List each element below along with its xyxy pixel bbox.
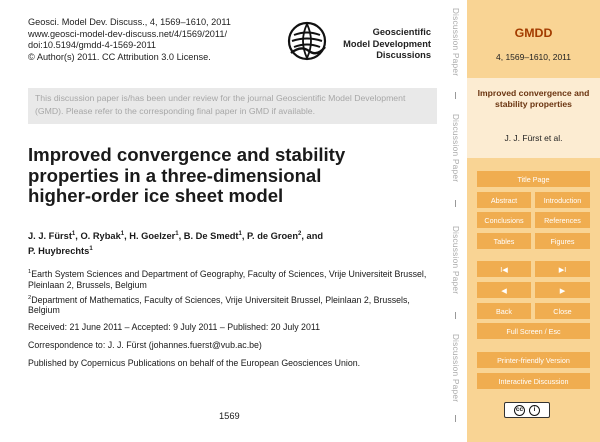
discussion-paper-label: Discussion Paper [451, 7, 461, 77]
journal-abbrev: GMDD [514, 26, 553, 40]
author-separator: , [124, 231, 130, 242]
separator [455, 92, 456, 99]
discussion-paper-strip [445, 0, 467, 442]
citation-block [28, 17, 231, 63]
paper-title [28, 145, 428, 207]
copyright: © Author(s) 2011. CC Attribution 3.0 License. [28, 51, 211, 62]
references-button[interactable]: References [535, 212, 590, 228]
author-affiliation-mark: 1 [175, 231, 179, 237]
separator [455, 200, 456, 207]
title-line: Improved convergence and stability [28, 144, 346, 165]
sidebar-header [467, 0, 600, 78]
introduction-button[interactable]: Introduction [535, 192, 590, 208]
affiliations [28, 267, 440, 318]
separator [455, 312, 456, 319]
attribution-icon: i [529, 405, 540, 416]
journal-name-line3: Discussions [376, 50, 431, 60]
affiliation-item [28, 293, 440, 317]
publication-dates: Received: 21 June 2011 – Accepted: 9 July 2011 – Published: 20 July 2011 [28, 322, 320, 332]
author-affiliation-mark: 1 [238, 231, 242, 237]
sidebar-paper-info [467, 78, 600, 158]
author-name: P. Huybrechts [28, 245, 90, 256]
volume-reference: 4, 1569–1610, 2011 [496, 52, 571, 62]
author-separator: , [241, 231, 248, 242]
affiliation-item [28, 267, 440, 291]
journal-logo-icon [287, 21, 327, 61]
discussion-paper-label: Discussion Paper [451, 113, 461, 183]
author-name: B. De Smedt [183, 231, 239, 242]
cc-license-badge[interactable] [504, 402, 550, 418]
journal-name-line1: Geoscientific [372, 27, 431, 37]
printer-friendly-button[interactable]: Printer-friendly Version [477, 352, 590, 368]
separator [455, 415, 456, 422]
author-name: H. Goelzer [129, 231, 176, 242]
review-notice: This discussion paper is/has been under review for the journal Geoscientific Model Development (GMD). Please refer to the corresponding final paper in GMD if available. [28, 88, 437, 124]
abstract-button[interactable]: Abstract [477, 192, 531, 208]
full-screen-button[interactable]: Full Screen / Esc [477, 323, 590, 339]
previous-page-button[interactable]: ◀ [477, 282, 531, 298]
conclusions-button[interactable]: Conclusions [477, 212, 531, 228]
author-name: O. Rybak [80, 231, 121, 242]
close-button[interactable]: Close [535, 303, 590, 319]
interactive-discussion-button[interactable]: Interactive Discussion [477, 373, 590, 389]
author-affiliation-mark: 2 [298, 231, 302, 237]
journal-url[interactable]: www.geosci-model-dev-discuss.net/4/1569/2011/ [28, 28, 227, 39]
discussion-paper-label: Discussion Paper [451, 333, 461, 403]
author-affiliation-mark: 1 [71, 231, 76, 237]
title-line: properties in a three-dimensional [28, 164, 322, 186]
correspondence: Correspondence to: J. J. Fürst (johannes.fuerst@vub.ac.be) [28, 340, 262, 350]
author-separator: , [75, 231, 81, 242]
author-affiliation-mark: 1 [120, 231, 125, 237]
author-separator: , and [301, 231, 324, 242]
discussion-paper-label: Discussion Paper [451, 225, 461, 295]
affiliation-number: 1 [28, 269, 32, 275]
title-line: higher-order ice sheet model [28, 185, 284, 206]
journal-name [343, 27, 431, 62]
author-name: P. de Groen [247, 231, 299, 242]
last-page-button[interactable]: ▶I [535, 261, 590, 277]
doi: doi:10.5194/gmdd-4-1569-2011 [28, 40, 157, 51]
back-button[interactable]: Back [477, 303, 531, 319]
citation: Geosci. Model Dev. Discuss., 4, 1569–1610, 2011 [28, 17, 231, 27]
figures-button[interactable]: Figures [535, 233, 590, 249]
title-page-button[interactable]: Title Page [477, 171, 590, 187]
publisher-statement: Published by Copernicus Publications on behalf of the European Geosciences Union. [28, 358, 361, 368]
creative-commons-icon: cc [514, 405, 525, 416]
affiliation-text: Earth System Sciences and Department of Geography, Faculty of Sciences, Vrije Universiteit Brussel, Pleinlaan 2, Brussels, Belgium [28, 268, 427, 290]
affiliation-text: Department of Mathematics, Faculty of Sciences, Vrije Universiteit Brussel, Pleinlaan 2, Brussels, Belgium [28, 294, 410, 316]
affiliation-number: 2 [28, 294, 32, 301]
author-separator: , [178, 231, 184, 242]
author-affiliation-mark: 1 [89, 245, 93, 252]
author-list [28, 228, 438, 257]
first-page-button[interactable]: I◀ [477, 261, 531, 277]
next-page-button[interactable]: ▶ [535, 282, 590, 298]
author-name: J. J. Fürst [28, 231, 72, 242]
sidebar-paper-authors: J. J. Fürst et al. [504, 133, 563, 143]
tables-button[interactable]: Tables [477, 233, 531, 249]
page-number: 1569 [219, 411, 240, 421]
sidebar-paper-title: Improved convergence and stability properties [477, 88, 590, 109]
journal-name-line2: Model Development [343, 38, 431, 49]
